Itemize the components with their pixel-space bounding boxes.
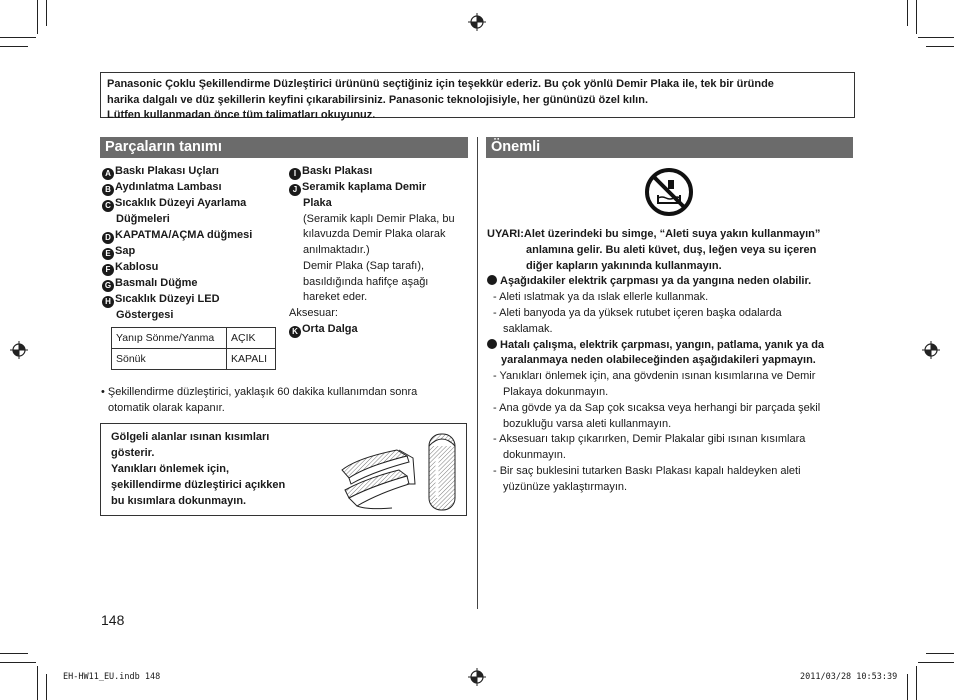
bullet-icon [487,275,497,285]
letter-badge: A [102,168,114,180]
table-row [112,349,276,370]
part-item: C Sıcaklık Düzeyi Ayarlama [102,196,252,212]
important-heading: Önemli [486,137,853,158]
crop-mark [46,0,47,26]
letter-badge: G [102,280,114,292]
crop-mark [916,666,917,700]
part-item: H Sıcaklık Düzeyi LED [102,292,252,308]
part-item: A Baskı Plakası Uçları [102,164,252,180]
part-desc: basıldığında hafifçe aşağı [303,275,429,288]
registration-mark-icon [468,13,486,31]
letter-badge: E [102,248,114,260]
bullet-icon [487,339,497,349]
led-table [111,327,276,370]
crop-mark [37,666,38,700]
part-desc: kılavuzda Demir Plaka olarak [303,228,446,241]
column-divider [477,137,478,609]
table-row [112,328,276,349]
intro-line: Lütfen kullanmadan önce tüm talimatları okuyunuz. [107,109,376,121]
registration-mark-icon [922,341,940,359]
crop-mark [926,46,954,47]
part-item: I Baskı Plakası [289,164,455,180]
letter-badge: D [102,232,114,244]
letter-badge: C [102,200,114,212]
registration-mark-icon [10,341,28,359]
part-desc: hareket eder. [303,291,368,304]
parts-list-left [102,164,252,323]
intro-line: Panasonic Çoklu Şekillendirme Düzleştirici ürününü seçtiğiniz için teşekkür ederiz. Bu çok yönlü Demir Plaka ile, tek bir üründe [107,78,774,90]
part-item: J Seramik kaplama Demir [289,180,455,196]
parts-list-right [289,164,455,338]
crop-mark [0,37,36,38]
part-item: D KAPATMA/AÇMA düğmesi [102,228,252,244]
warning-label: UYARI: [487,228,524,240]
part-desc: Demir Plaka (Sap tarafı), [303,259,425,272]
letter-badge: F [102,264,114,276]
part-item-cont: Düğmeleri [116,213,170,225]
letter-badge: I [289,168,301,180]
letter-badge: K [289,326,301,338]
part-item: B Aydınlatma Lambası [102,180,252,196]
hot-parts-text: Gölgeli alanlar ısınan kısımları gösterir. Yanıkları önlemek için, şekillendirme düzleştirici açıkken bu kısımlara dokunmayın. [111,431,286,507]
led-value: AÇIK [227,328,276,349]
crop-mark [916,0,917,34]
crop-mark [926,653,954,654]
crop-mark [918,662,954,663]
part-desc: anılmaktadır.) [303,244,370,257]
no-water-warning-icon [644,167,694,217]
intro-line: harika dalgalı ve düz şekillerin keyfini çıkarabilirsiniz. Panasonic teknolojisiyle, her gününüzü özel kılın. [107,93,648,106]
part-item-cont: Göstergesi [116,308,174,321]
crop-mark [37,0,38,34]
led-value: KAPALI [227,349,276,370]
accessory-label: Aksesuar: [289,306,338,319]
part-item: G Basmalı Düğme [102,276,252,292]
crop-mark [918,37,954,38]
letter-badge: H [102,296,114,308]
letter-badge: J [289,184,301,196]
crop-mark [0,662,36,663]
crop-mark [907,674,908,700]
part-desc: (Seramik kaplı Demir Plaka, bu [303,212,455,225]
page-number: 148 [101,612,125,628]
straightener-illustration-icon [337,428,462,512]
part-item-cont: Plaka [303,197,332,209]
part-item: K Orta Dalga [289,322,455,338]
parts-heading: Parçaların tanımı [100,137,468,158]
warning-block: UYARI:Alet üzerindeki bu simge, “Aleti suya yakın kullanmayın” anlamına gelir. Bu aleti küvet, duş, leğen veya su içeren diğer kapların yakınında kullanmayın. Aşağıdakiler elektrik çarpması ya da yangına neden olabilir. - Aleti ıslatmak ya da ıslak ellerle kullanmak. - Aleti banyoda ya da yüksek rutubet içeren başka odalarda saklamak. Hatalı çalışma, elektrik çarpması, yangın, patlama, yanık ya da yaralanmaya neden olabileceğinden aşağıdakileri yapmayın. - Yanıkları önlemek için, ana gövdenin ısınan kısımlarına ve Demir Plakaya dokunmayın. - Ana gövde ya da Sap çok sıcaksa veya herhangi bir parçada şekil bozukluğu varsa aleti kullanmayın. - Aksesuarı takıp çıkarırken, Demir Plakalar gibi ısınan kısımlara dokunmayın. - Bir saç buklesini tutarken Baskı Plakası kapalı haldeyken aleti yüzünüze yaklaştırmayın. [487,228,825,493]
crop-mark [907,0,908,26]
led-state: Yanıp Sönme/Yanma [112,328,227,349]
letter-badge: B [102,184,114,196]
intro-box [100,72,855,121]
auto-off-note: • Şekillendirme düzleştirici, yaklaşık 60 dakika kullanımdan sonra otomatik olarak kapanır. [101,386,418,414]
crop-mark [46,674,47,700]
footer-right: 2011/03/28 10:53:39 [800,672,898,682]
registration-mark-icon [468,668,486,686]
crop-mark [0,653,28,654]
hot-parts-box [100,423,467,516]
crop-mark [0,46,28,47]
footer-left: EH-HW11_EU.indb 148 [63,672,161,682]
part-item: F Kablosu [102,260,252,276]
led-state: Sönük [112,349,227,370]
part-item: E Sap [102,244,252,260]
